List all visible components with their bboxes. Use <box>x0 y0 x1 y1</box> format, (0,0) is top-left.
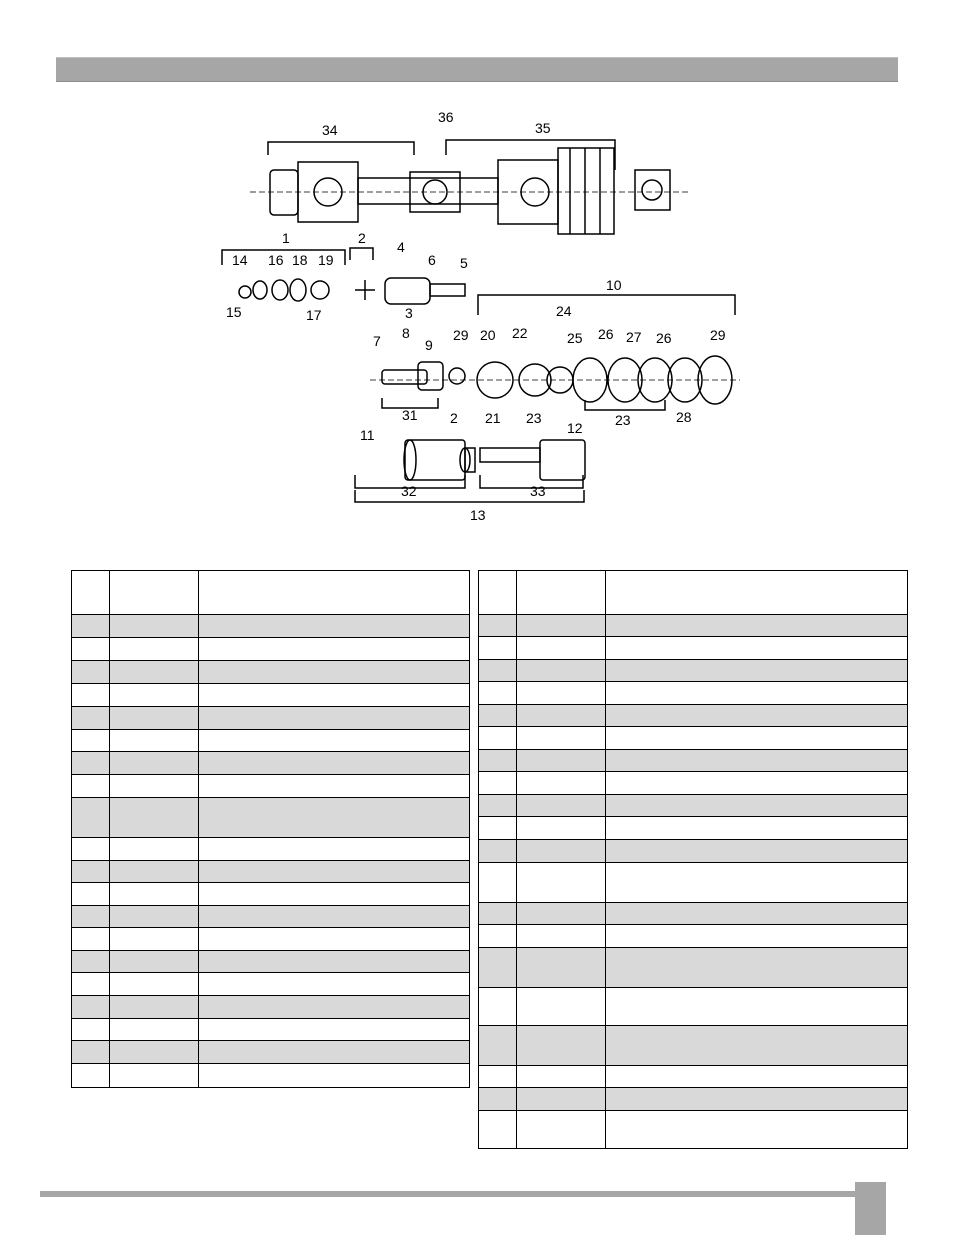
page-number-tab <box>855 1182 886 1235</box>
table-row <box>479 903 908 925</box>
table-row <box>72 730 470 752</box>
table-row <box>479 988 908 1026</box>
table-row <box>479 1026 908 1066</box>
table-row <box>479 948 908 988</box>
svg-text:12: 12 <box>567 420 583 436</box>
table-row <box>72 638 470 661</box>
svg-text:32: 32 <box>401 483 417 499</box>
svg-text:5: 5 <box>460 255 468 271</box>
svg-text:23: 23 <box>526 410 542 426</box>
table-row <box>72 707 470 730</box>
exploded-parts-diagram <box>210 100 770 530</box>
table-row <box>479 750 908 772</box>
svg-text:2: 2 <box>450 410 458 426</box>
svg-text:9: 9 <box>425 337 433 353</box>
table-row <box>479 615 908 637</box>
table-row <box>479 1088 908 1111</box>
svg-text:16: 16 <box>268 252 284 268</box>
table-row <box>72 661 470 684</box>
svg-text:34: 34 <box>322 122 338 138</box>
svg-text:6: 6 <box>428 252 436 268</box>
table-row <box>72 973 470 996</box>
table-row <box>72 684 470 707</box>
table-row <box>72 883 470 906</box>
table-row <box>479 817 908 840</box>
table-row <box>479 727 908 750</box>
parts-table-left <box>71 570 470 1088</box>
svg-text:26: 26 <box>656 330 672 346</box>
table-row <box>72 906 470 928</box>
svg-text:33: 33 <box>530 483 546 499</box>
assembled-driveline-drawing <box>250 148 690 234</box>
table-row <box>72 1019 470 1041</box>
table-row <box>479 660 908 682</box>
footer-rule <box>40 1191 855 1197</box>
svg-text:15: 15 <box>226 304 242 320</box>
svg-text:24: 24 <box>556 303 572 319</box>
svg-text:25: 25 <box>567 330 583 346</box>
table-row <box>72 798 470 838</box>
table-row <box>479 863 908 903</box>
table-row <box>479 1111 908 1149</box>
table-row <box>479 1066 908 1088</box>
svg-text:28: 28 <box>676 409 692 425</box>
svg-text:14: 14 <box>232 252 248 268</box>
table-row <box>72 861 470 883</box>
svg-text:35: 35 <box>535 120 551 136</box>
svg-text:11: 11 <box>360 427 375 443</box>
svg-text:29: 29 <box>710 327 726 343</box>
table-row <box>479 840 908 863</box>
svg-text:13: 13 <box>470 507 486 523</box>
svg-text:3: 3 <box>405 305 413 321</box>
svg-text:31: 31 <box>402 407 418 423</box>
callout-numbers <box>226 109 726 523</box>
svg-text:2: 2 <box>358 230 366 246</box>
table-row <box>479 925 908 948</box>
table-row <box>72 615 470 638</box>
svg-text:36: 36 <box>438 109 454 125</box>
svg-text:1: 1 <box>282 230 290 246</box>
table-row <box>72 1041 470 1064</box>
svg-text:8: 8 <box>402 325 410 341</box>
svg-text:17: 17 <box>306 307 322 323</box>
table-row <box>479 772 908 795</box>
svg-text:7: 7 <box>373 333 381 349</box>
table-row <box>72 928 470 951</box>
table-row <box>72 775 470 798</box>
tube-halves-drawing <box>404 440 585 480</box>
header-bar <box>56 57 898 82</box>
svg-text:23: 23 <box>615 412 631 428</box>
svg-text:22: 22 <box>512 325 528 341</box>
table-header-row <box>72 571 470 615</box>
table-row <box>479 682 908 705</box>
svg-text:21: 21 <box>485 410 501 426</box>
table-row <box>479 705 908 727</box>
svg-text:27: 27 <box>626 329 642 345</box>
svg-text:26: 26 <box>598 326 614 342</box>
table-row <box>479 795 908 817</box>
svg-text:29: 29 <box>453 327 469 343</box>
table-row <box>72 1064 470 1088</box>
parts-table-right <box>478 570 908 1149</box>
svg-text:20: 20 <box>480 327 496 343</box>
svg-text:10: 10 <box>606 277 622 293</box>
table-row <box>72 838 470 861</box>
table-row <box>72 752 470 775</box>
svg-text:4: 4 <box>397 239 405 255</box>
table-row <box>72 951 470 973</box>
table-header-row <box>479 571 908 615</box>
table-row <box>479 637 908 660</box>
svg-text:19: 19 <box>318 252 334 268</box>
svg-text:18: 18 <box>292 252 308 268</box>
table-row <box>72 996 470 1019</box>
